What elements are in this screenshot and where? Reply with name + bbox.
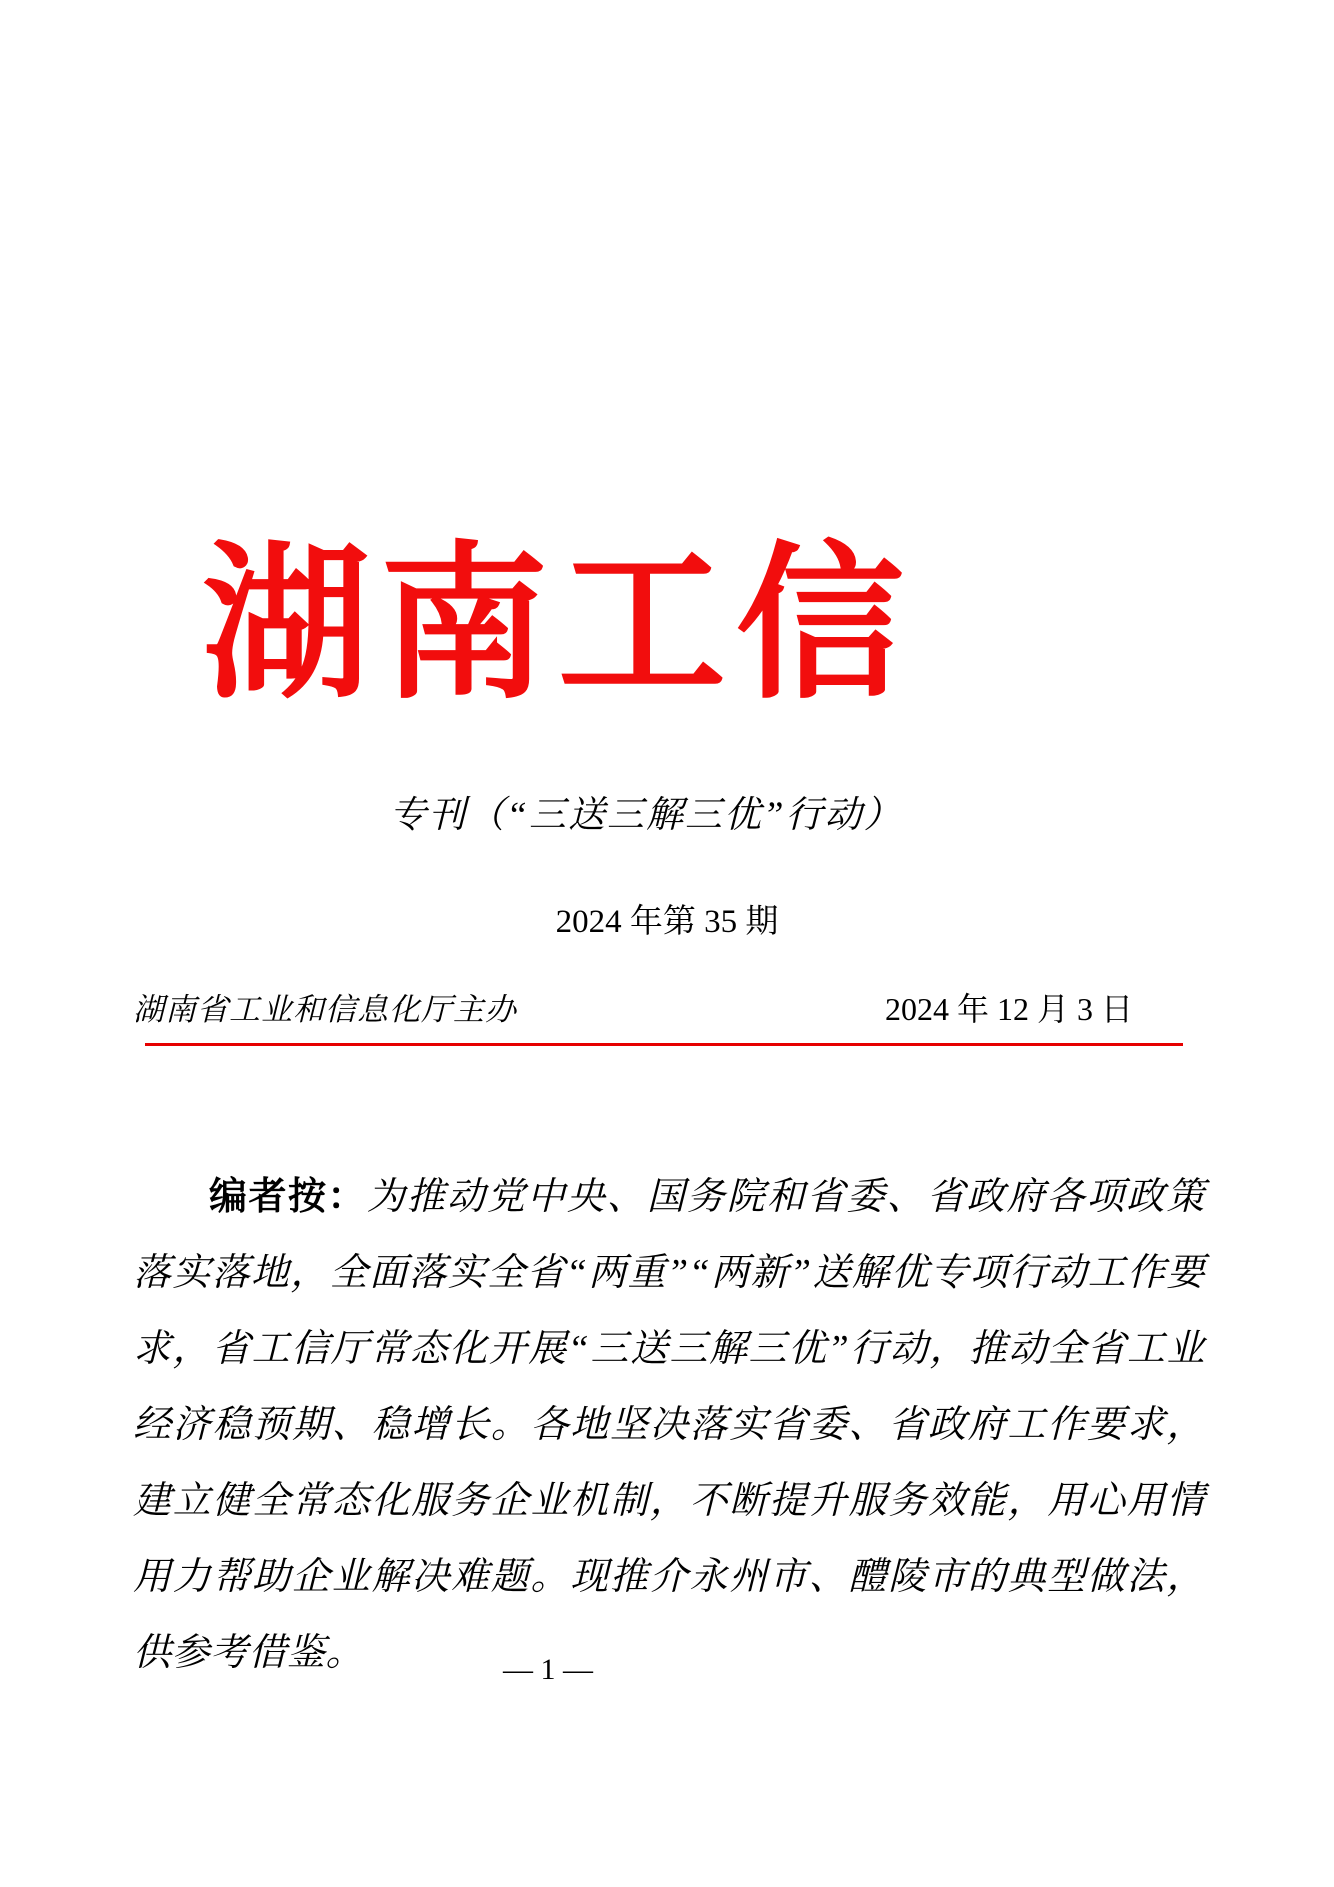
editor-note-label: 编者按： — [209, 1174, 367, 1218]
issue-number: 2024 年第 35 期 — [555, 904, 779, 940]
editor-note-text: 为推动党中央、国务院和省委、省政府各项政策落实落地，全面落实全省“两重”“两新”送解优专项行动工作要求，省工信厅常态化开展“三送三解三优”行动，推动全省工业经济稳预期、稳增长。各地坚决落实省委、省政府工作要求，建立健全常态化服务企业机制，不断提升服务效能，用心用情用力帮助企业解决难题。现推介永州市、醴陵市的典型做法，供参考借鉴。 — [133, 1176, 1205, 1674]
publish-date: 2024 年 12 月 3 日 — [884, 991, 1133, 1027]
publisher-row — [133, 984, 1133, 1030]
masthead-subtitle: 专刊（“三送三解三优”行动） — [389, 795, 903, 836]
publisher-name: 湖南省工业和信息化厅主办 — [133, 992, 517, 1027]
red-divider-line — [145, 1043, 1183, 1046]
editor-note-paragraph — [133, 1158, 1205, 1691]
masthead-title: 湖南工信 — [202, 526, 914, 722]
page-number: — 1 — — [503, 1653, 593, 1686]
